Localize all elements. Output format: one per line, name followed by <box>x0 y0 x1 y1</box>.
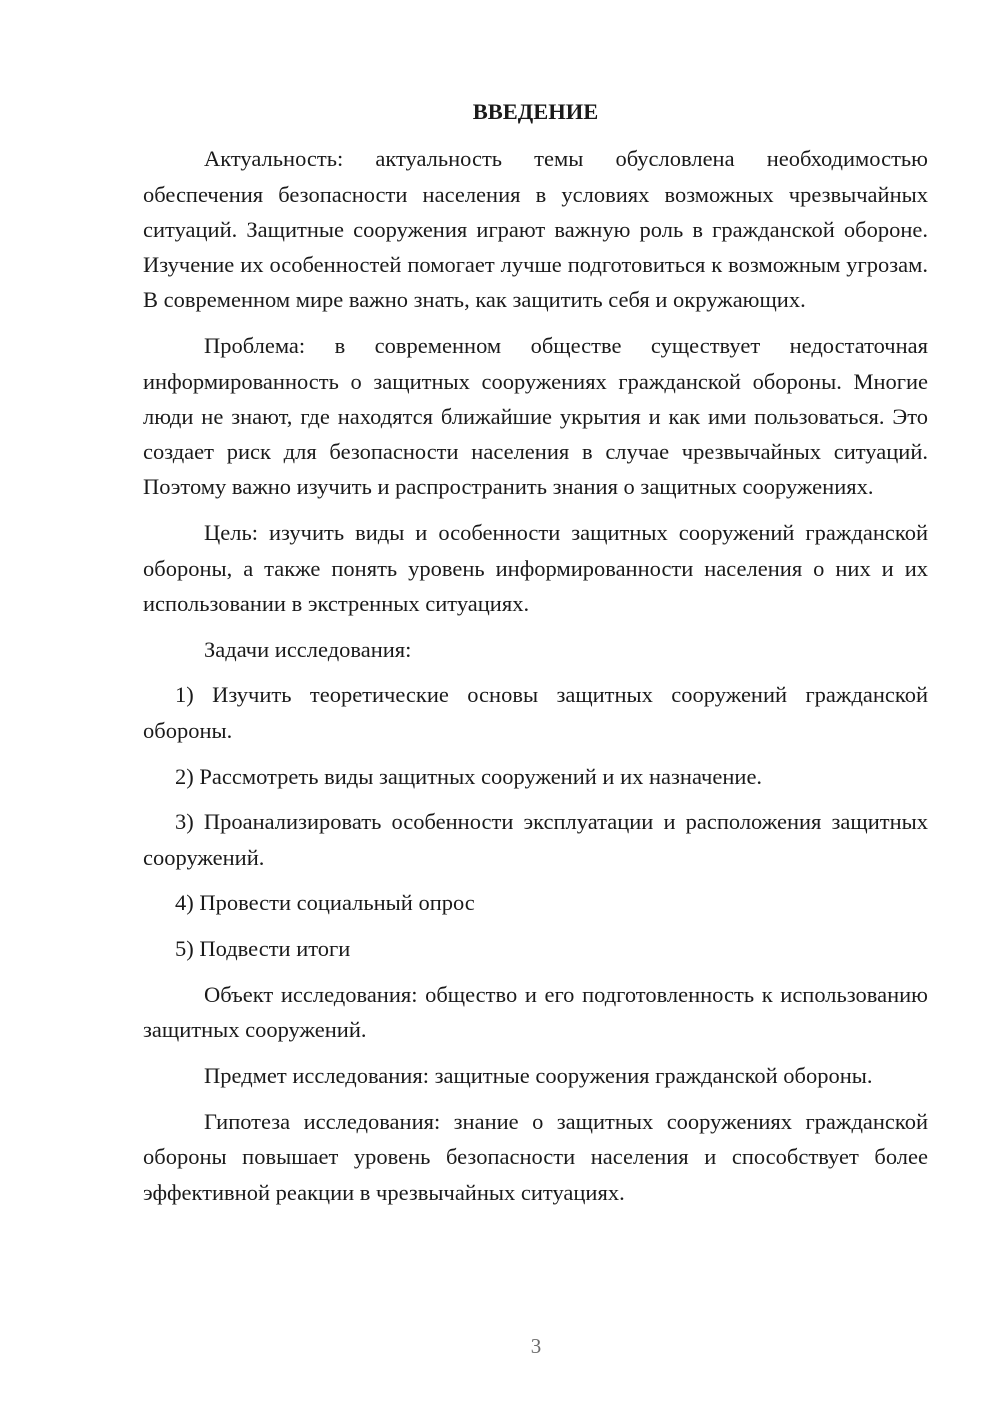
task-item-1: 1) Изучить теоретические основы защитных сооружений гражданской обороны. <box>143 682 928 743</box>
task-item-4: 4) Провести социальный опрос <box>175 890 475 916</box>
paragraph-hypothesis: Гипотеза исследования: знание о защитных сооружениях гражданской обороны повышает уровень безопасности населения и способствует более эффективной реакции в чрезвычайных ситуациях. <box>143 1108 928 1205</box>
page-body <box>143 94 928 1220</box>
paragraph-subject: Предмет исследования: защитные сооружения гражданской обороны. <box>204 1063 873 1089</box>
tasks-heading: Задачи исследования: <box>204 636 412 662</box>
paragraph-goal: Цель: изучить виды и особенности защитных сооружений гражданской обороны, а также понять уровень информированности населения о них и их использовании в экстренных ситуациях. <box>143 520 928 616</box>
paragraph-problem: Проблема: в современном обществе существует недостаточная информированность о защитных сооружениях гражданской обороны. Многие люди не знают, где находятся ближайшие укрытия и как ими пользоваться. Это создает риск для безопасности населения в случае чрезвычайных ситуаций. Поэтому важно изучить и распространить знания о защитных сооружениях. <box>143 333 928 500</box>
task-item-2: 2) Рассмотреть виды защитных сооружений и их назначение. <box>175 763 763 789</box>
task-item-5: 5) Подвести итоги <box>175 936 351 962</box>
paragraph-relevance: Актуальность: актуальность темы обусловлена необходимостью обеспечения безопасности населения в условиях возможных чрезвычайных ситуаций. Защитные сооружения играют важную роль в гражданской обороне. Изучение их особенностей помогает лучше подготовиться к возможным угрозам. В современном мире важно знать, как защитить себя и окружающих. <box>143 146 928 313</box>
section-title: ВВЕДЕНИЕ <box>472 99 599 124</box>
page-number: 3 <box>530 1334 542 1358</box>
task-item-3: 3) Проанализировать особенности эксплуатации и расположения защитных сооружений. <box>143 809 928 870</box>
paragraph-object: Объект исследования: общество и его подготовленность к использованию защитных сооружений. <box>143 982 928 1043</box>
